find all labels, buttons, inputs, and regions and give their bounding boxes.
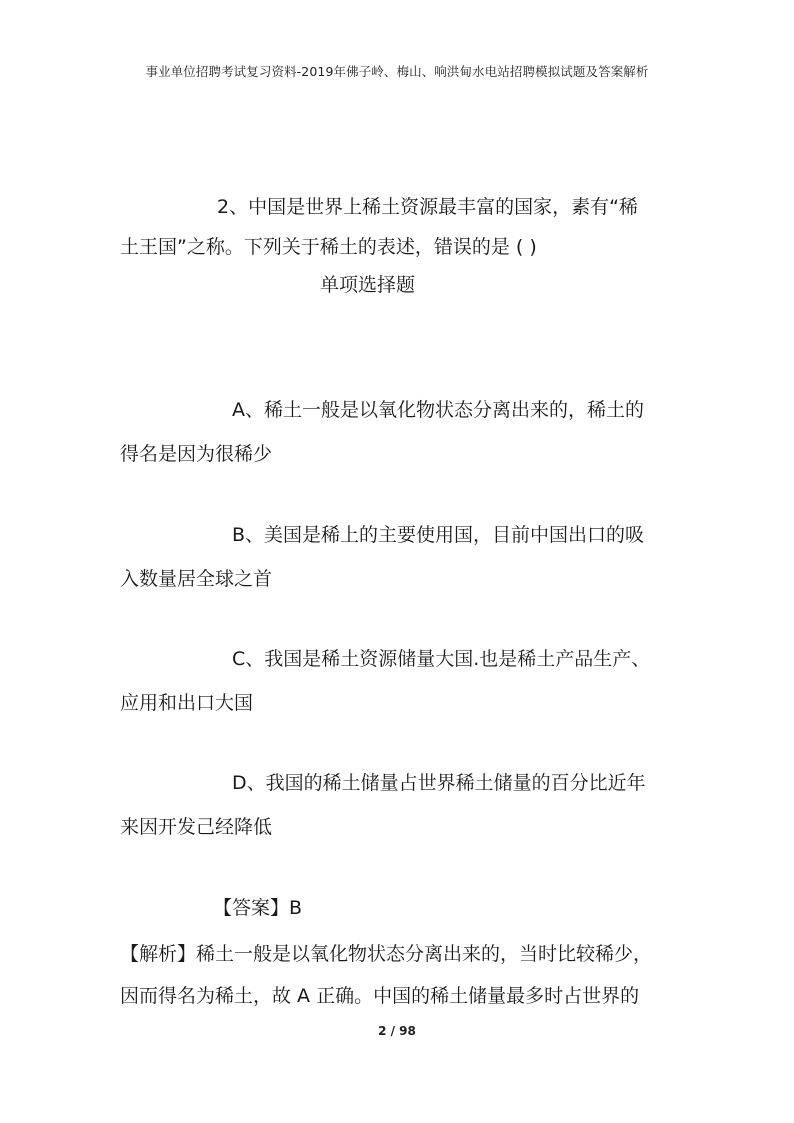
option-d — [120, 761, 680, 849]
question-line-1: 2、中国是世界上稀土资源最丰富的国家，素有“稀 — [217, 196, 638, 218]
option-a — [120, 388, 680, 476]
answer: 【答案】B — [213, 897, 303, 919]
question-stem — [120, 187, 680, 267]
page-header: 事业单位招聘考试复习资料-2019年佛子岭、梅山、响洪甸水电站招聘模拟试题及答案解析 — [145, 64, 649, 79]
option-c-line-1: C、我国是稀土资源储量大国.也是稀土产品生产、 — [232, 648, 651, 670]
option-b-line-2: 入数量居全球之首 — [120, 568, 273, 590]
option-d-line-2: 来因开发己经降低 — [120, 816, 273, 838]
analysis-line-1: 【解析】稀土一般是以氧化物状态分离出来的，当时比较稀少， — [120, 943, 653, 965]
question-line-2: 土王国”之称。下列关于稀土的表述，错误的是 ( ) — [120, 236, 537, 258]
analysis — [120, 933, 695, 1017]
option-c — [120, 637, 680, 725]
option-c-line-2: 应用和出口大国 — [120, 692, 254, 714]
page-number: 2 / 98 — [378, 1024, 416, 1038]
option-b — [120, 513, 680, 601]
question-type: 单项选择题 — [320, 274, 416, 296]
option-a-line-1: A、稀土一般是以氧化物状态分离出来的，稀土的 — [232, 399, 644, 421]
option-a-line-2: 得名是因为很稀少 — [120, 443, 273, 465]
analysis-line-2: 因而得名为稀土，故 A 正确。中国的稀土储量最多时占世界的 — [120, 985, 640, 1007]
option-b-line-1: B、美国是稀上的主要使用国，目前中国出口的吸 — [232, 524, 645, 546]
option-d-line-1: D、我国的稀土储量占世界稀土储量的百分比近年 — [232, 772, 646, 794]
